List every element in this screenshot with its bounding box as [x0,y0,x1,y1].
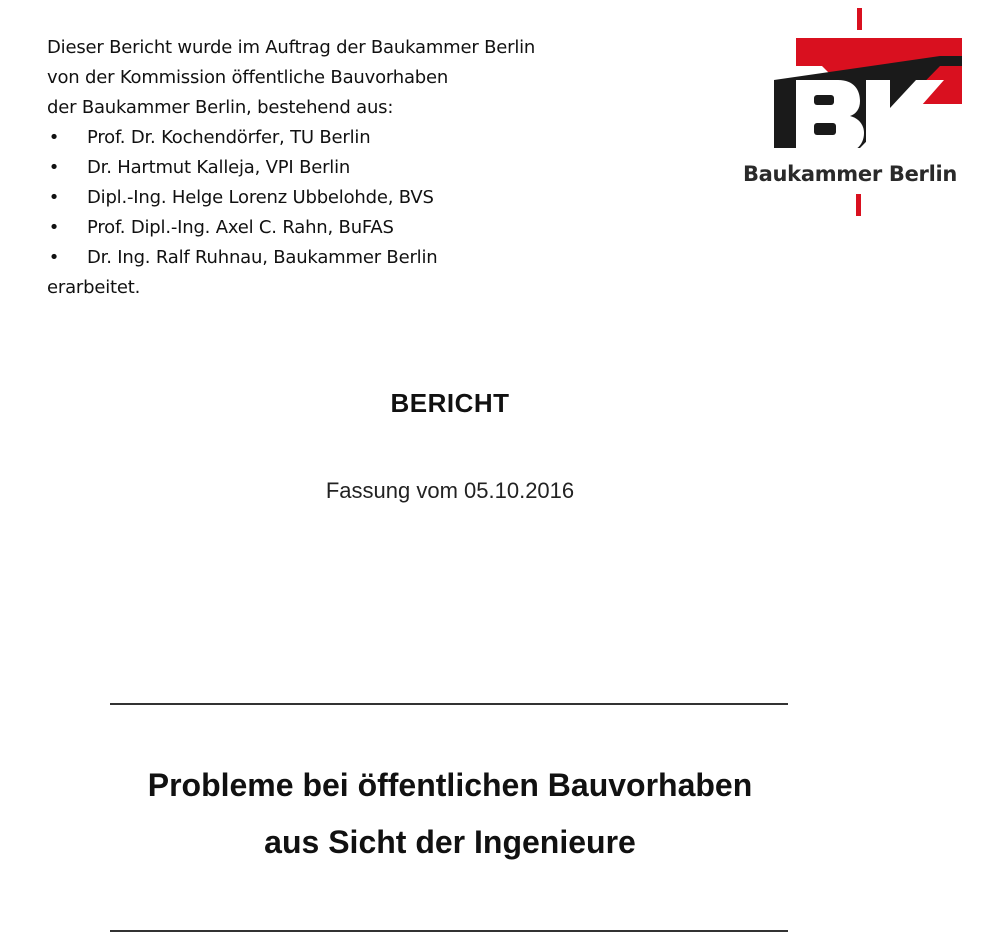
member-name: Prof. Dipl.-Ing. Axel C. Rahn, BuFAS [87,217,394,238]
commission-members-list [47,123,657,273]
logo-name: Baukammer Berlin [742,162,958,186]
logo-red-tick-bottom-icon [855,194,863,216]
list-item [47,213,657,243]
title-rule-bottom [110,930,788,932]
intro-line-2: von der Kommission öffentliche Bauvorhaben [47,67,449,88]
document-title-line-1: Probleme bei öffentlichen Bauvorhaben [147,767,753,803]
document-title [0,757,900,871]
list-item [47,123,657,153]
member-name: Dr. Ing. Ralf Ruhnau, Baukammer Berlin [87,247,438,268]
bullet-icon: • [48,157,60,178]
bk-logo-icon [730,8,970,158]
title-rule-top [110,703,788,705]
intro-closing: erarbeitet. [47,277,141,298]
document-title-line-2: aus Sicht der Ingenieure [264,824,636,860]
report-version: Fassung vom 05.10.2016 [325,478,575,503]
list-item [47,183,657,213]
intro-line-1: Dieser Bericht wurde im Auftrag der Baukammer Berlin [47,37,536,58]
intro-text-block [47,33,657,303]
list-item [47,153,657,183]
bullet-icon: • [48,127,60,148]
member-name: Dr. Hartmut Kalleja, VPI Berlin [87,157,351,178]
member-name: Prof. Dr. Kochendörfer, TU Berlin [87,127,371,148]
report-heading: BERICHT [390,388,510,418]
bullet-icon: • [48,217,60,238]
intro-line-3: der Baukammer Berlin, bestehend aus: [47,97,394,118]
baukammer-logo [730,8,970,216]
bullet-icon: • [48,247,60,268]
bullet-icon: • [48,187,60,208]
list-item [47,243,657,273]
member-name: Dipl.-Ing. Helge Lorenz Ubbelohde, BVS [87,187,434,208]
